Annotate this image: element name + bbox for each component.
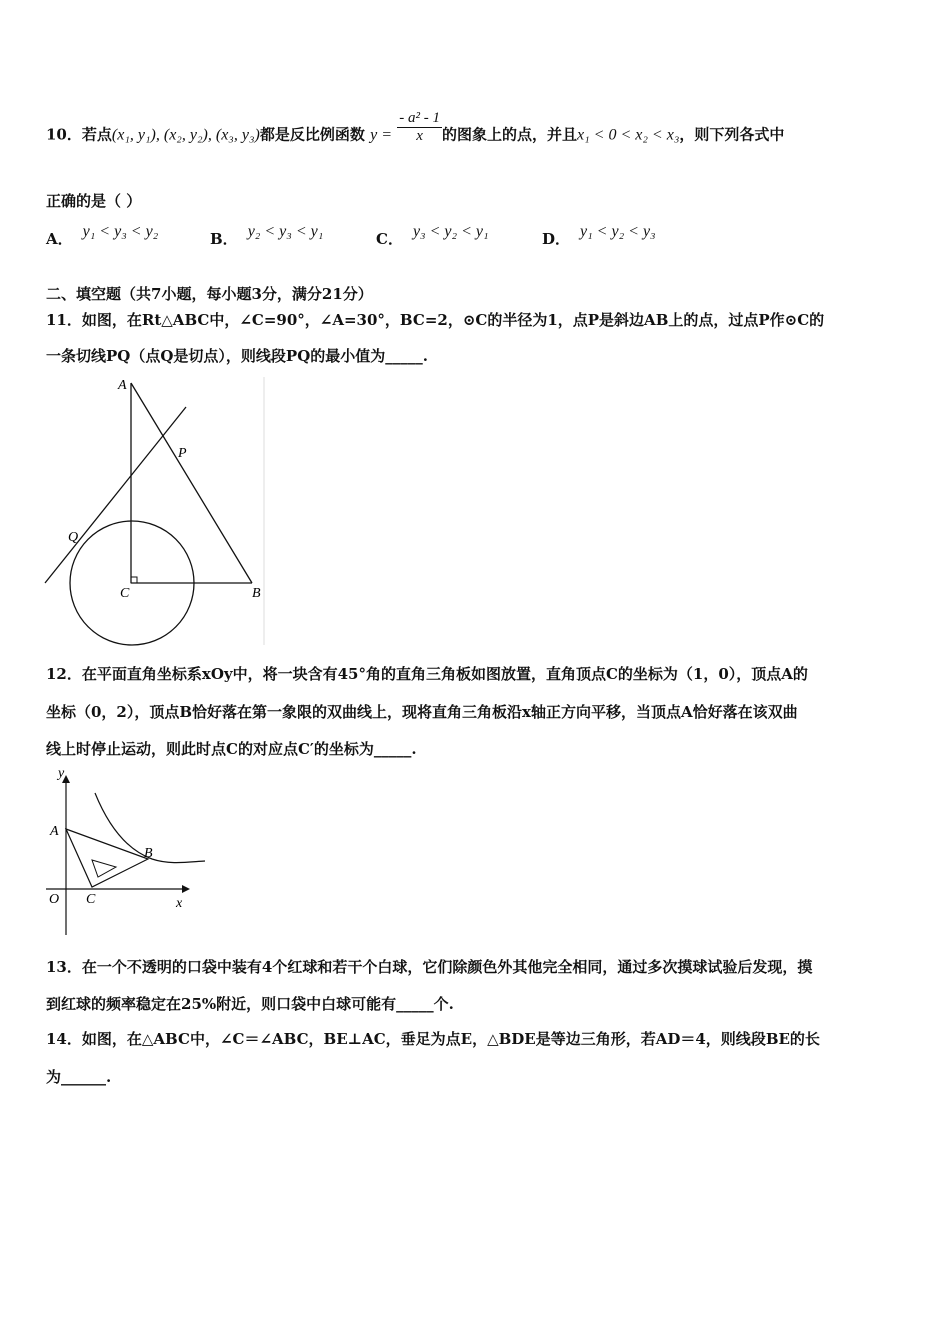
q11-label-b: B	[252, 586, 261, 601]
option-b-label: B．	[210, 230, 238, 248]
q14-line2: 为______.	[46, 1068, 112, 1086]
section-heading: 二、填空题（共7小题，每小题3分，满分21分）	[46, 285, 373, 303]
q12-label-o: O	[49, 892, 60, 907]
q10-fraction	[397, 110, 442, 145]
q10-option-d	[542, 223, 656, 249]
q11-figure	[40, 375, 270, 650]
q10-func-lhs: y =	[370, 126, 392, 144]
q11-line2: 一条切线PQ（点Q是切点），则线段PQ的最小值为_____.	[46, 347, 428, 365]
q12-triangle-abc	[66, 829, 148, 887]
q10-post-text-2: ，则下列各式中	[679, 125, 785, 144]
q14-line1: 14．如图，在△ABC中，∠C＝∠ABC，BE⊥AC，垂足为点E，△BDE是等边三角形，若AD＝4，则线段BE的长	[46, 1030, 820, 1048]
q13-line2: 到红球的频率稳定在25%附近，则口袋中白球可能有_____个.	[46, 995, 454, 1013]
q11-label-p: P	[178, 446, 187, 461]
q12-label-y: y	[58, 766, 65, 781]
option-d-label: D．	[542, 230, 571, 248]
q12-line2: 坐标（0，2），顶点B恰好落在第一象限的双曲线上，现将直角三角板沿x轴正方向平移，当顶点A恰好落在该双曲	[46, 703, 798, 721]
option-b-expr: y₂ < y₃ < y₁	[247, 223, 324, 240]
q12-label-a: A	[50, 824, 59, 839]
q12-line1: 12．在平面直角坐标系xOy中，将一块含有45°角的直角三角板如图放置，直角顶点C的坐标为（1，0），顶点A的	[46, 665, 808, 683]
q10-pre-text: 若点	[81, 125, 112, 144]
option-a-label: A．	[46, 230, 73, 248]
option-c-label: C．	[376, 230, 403, 248]
option-a-expr: y₁ < y₃ < y₂	[82, 223, 159, 240]
q10-line1	[46, 110, 785, 153]
q10-option-c	[376, 223, 489, 249]
option-c-expr: y₃ < y₂ < y₁	[412, 223, 489, 240]
q13-line1: 13．在一个不透明的口袋中装有4个红球和若干个白球，它们除颜色外其他完全相同，通过多次摸球试验后发现，摸	[46, 958, 813, 976]
q11-line1: 11．如图，在Rt△ABC中，∠C=90°，∠A=30°，BC=2，⊙C的半径为1，点P是斜边AB上的点，过点P作⊙C的	[46, 311, 825, 329]
q12-line3: 线上时停止运动，则此时点C的对应点C′的坐标为_____.	[46, 740, 417, 758]
q10-condition-expr: x₁ < 0 < x₂ < x₃	[577, 126, 680, 144]
q11-label-c: C	[120, 586, 130, 601]
q11-tangent-pq	[45, 407, 186, 583]
q12-figure	[40, 765, 215, 940]
q11-side-ab	[131, 383, 252, 583]
q10-post-text-1: 的图象上的点，并且	[441, 125, 577, 144]
q12-inner-triangle	[92, 860, 116, 877]
q10-points-expr: (x₁, y₁), (x₂, y₂), (x₃, y₃)	[111, 126, 260, 144]
q10-option-a	[46, 223, 159, 249]
q10-option-b	[210, 223, 324, 249]
option-d-expr: y₁ < y₂ < y₃	[580, 223, 656, 240]
q11-label-a: A	[118, 378, 127, 393]
q11-right-angle-mark	[131, 577, 137, 583]
q12-label-x: x	[176, 896, 183, 911]
q10-number: 10．	[46, 125, 82, 144]
q10-func-denominator: x	[416, 128, 423, 144]
q10-mid-text: 都是反比例函数	[259, 125, 365, 144]
q10-func-numerator: - a² - 1	[399, 110, 440, 126]
q12-label-b: B	[144, 846, 153, 861]
q11-label-q: Q	[68, 530, 79, 545]
q12-x-arrow	[182, 885, 190, 893]
q10-line2: 正确的是（ ）	[46, 192, 142, 210]
q12-label-c: C	[86, 892, 96, 907]
